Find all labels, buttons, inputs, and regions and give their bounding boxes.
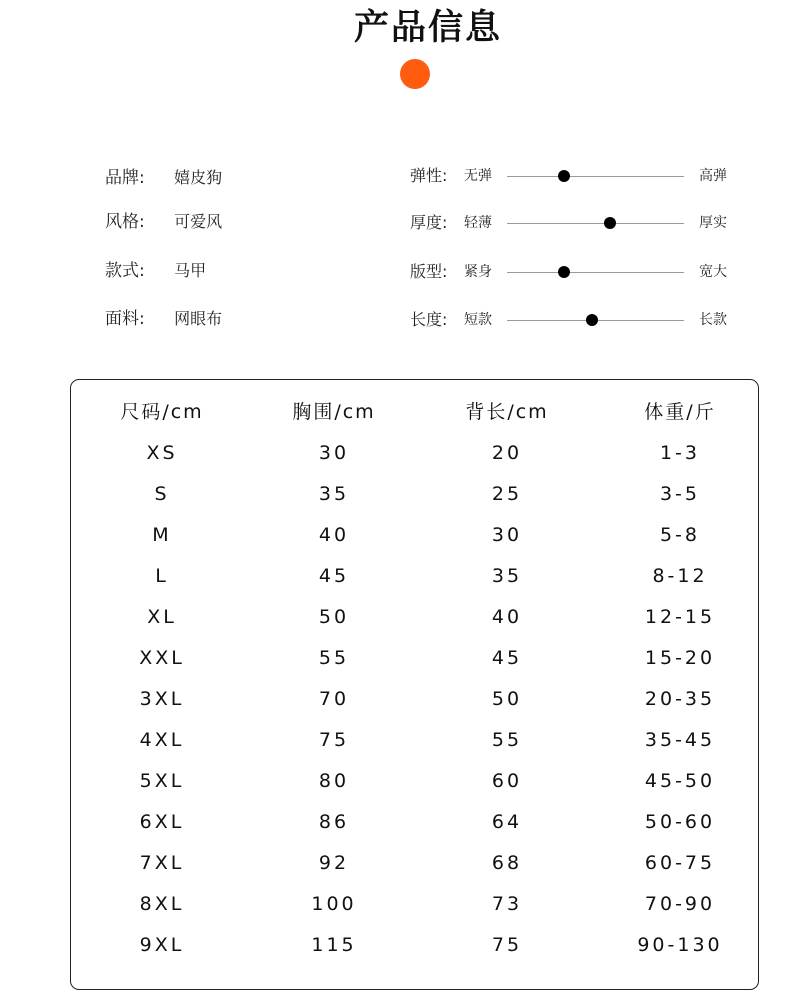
slider-min-label: 轻薄	[464, 215, 492, 231]
cell-size: XS	[146, 442, 178, 464]
cell-back-length: 55	[491, 729, 523, 751]
cell-chest: 75	[318, 729, 350, 751]
slider-max-label: 高弹	[699, 168, 727, 184]
cell-back-length: 40	[491, 606, 523, 628]
cell-weight: 1-3	[659, 442, 701, 464]
attribute-label: 面料:	[105, 309, 145, 329]
cell-chest: 35	[318, 483, 350, 505]
cell-size: 9XL	[139, 934, 185, 956]
cell-weight: 5-8	[659, 524, 701, 546]
cell-weight: 70-90	[644, 893, 716, 915]
table-row	[71, 560, 758, 592]
attribute-style	[105, 210, 222, 234]
attribute-value: 嬉皮狗	[174, 168, 223, 187]
cell-chest: 80	[318, 770, 350, 792]
cell-size: 6XL	[139, 811, 185, 833]
slider-max-label: 宽大	[699, 264, 727, 280]
table-row	[71, 724, 758, 756]
attribute-label: 风格:	[105, 212, 145, 232]
cell-weight: 8-12	[652, 565, 708, 587]
slider-track	[507, 320, 684, 321]
attribute-value: 可爱风	[174, 212, 223, 231]
cell-chest: 45	[318, 565, 350, 587]
cell-back-length: 75	[491, 934, 523, 956]
cell-weight: 20-35	[644, 688, 716, 710]
table-header	[71, 396, 758, 428]
cell-size: S	[154, 483, 170, 505]
cell-back-length: 60	[491, 770, 523, 792]
slider-min-label: 无弹	[464, 168, 492, 184]
header-size: 尺码/cm	[120, 401, 204, 423]
slider-max-label: 厚实	[699, 215, 727, 231]
cell-weight: 90-130	[637, 934, 723, 956]
cell-chest: 86	[318, 811, 350, 833]
cell-size: XXL	[139, 647, 185, 669]
slider-elasticity	[410, 164, 740, 188]
cell-weight: 15-20	[644, 647, 716, 669]
cell-chest: 115	[311, 934, 357, 956]
cell-weight: 45-50	[644, 770, 716, 792]
cell-chest: 92	[318, 852, 350, 874]
cell-weight: 35-45	[644, 729, 716, 751]
slider-track	[507, 223, 684, 224]
cell-back-length: 45	[491, 647, 523, 669]
attribute-value: 马甲	[174, 261, 207, 280]
cell-chest: 55	[318, 647, 350, 669]
attribute-type	[105, 259, 206, 283]
cell-size: 5XL	[139, 770, 185, 792]
slider-track	[507, 272, 684, 273]
cell-size: 4XL	[139, 729, 185, 751]
cell-back-length: 20	[491, 442, 523, 464]
slider-label: 长度:	[410, 310, 448, 329]
cell-back-length: 30	[491, 524, 523, 546]
header-chest: 胸围/cm	[292, 401, 376, 423]
cell-back-length: 68	[491, 852, 523, 874]
table-row	[71, 806, 758, 838]
table-row	[71, 929, 758, 961]
table-row	[71, 765, 758, 797]
cell-chest: 100	[311, 893, 357, 915]
header-weight: 体重/斤	[644, 401, 716, 423]
cell-back-length: 50	[491, 688, 523, 710]
cell-chest: 40	[318, 524, 350, 546]
attribute-fabric	[105, 307, 222, 331]
table-row	[71, 601, 758, 633]
cell-weight: 3-5	[659, 483, 701, 505]
cell-weight: 50-60	[644, 811, 716, 833]
table-row	[71, 478, 758, 510]
slider-max-label: 长款	[699, 312, 727, 328]
cell-back-length: 25	[491, 483, 523, 505]
cell-weight: 12-15	[644, 606, 716, 628]
table-row	[71, 888, 758, 920]
slider-length	[410, 308, 740, 332]
slider-label: 弹性:	[410, 166, 448, 185]
cell-size: M	[152, 524, 172, 546]
slider-min-label: 紧身	[464, 264, 492, 280]
table-row	[71, 683, 758, 715]
cell-size: L	[155, 565, 169, 587]
cell-weight: 60-75	[644, 852, 716, 874]
table-row	[71, 642, 758, 674]
slider-min-label: 短款	[464, 312, 492, 328]
attribute-label: 品牌:	[105, 168, 145, 188]
cell-size: 8XL	[139, 893, 185, 915]
slider-thickness	[410, 211, 740, 235]
slider-label: 厚度:	[410, 213, 448, 232]
cell-chest: 70	[318, 688, 350, 710]
cell-back-length: 64	[491, 811, 523, 833]
slider-knob	[558, 266, 570, 278]
slider-label: 版型:	[410, 262, 448, 281]
table-row	[71, 437, 758, 469]
cell-size: 7XL	[139, 852, 185, 874]
title-accent-dot	[400, 59, 430, 89]
cell-back-length: 35	[491, 565, 523, 587]
cell-back-length: 73	[491, 893, 523, 915]
slider-fit	[410, 260, 740, 284]
attribute-brand	[105, 166, 222, 190]
cell-chest: 30	[318, 442, 350, 464]
size-table	[70, 379, 759, 990]
table-row	[71, 519, 758, 551]
header-back-length: 背长/cm	[465, 401, 549, 423]
cell-size: XL	[147, 606, 177, 628]
slider-track	[507, 176, 684, 177]
slider-knob	[558, 170, 570, 182]
attribute-value: 网眼布	[174, 309, 223, 328]
table-row	[71, 847, 758, 879]
attribute-label: 款式:	[105, 261, 145, 281]
cell-chest: 50	[318, 606, 350, 628]
cell-size: 3XL	[139, 688, 185, 710]
slider-knob	[604, 217, 616, 229]
slider-knob	[586, 314, 598, 326]
page-title: 产品信息	[353, 8, 502, 48]
